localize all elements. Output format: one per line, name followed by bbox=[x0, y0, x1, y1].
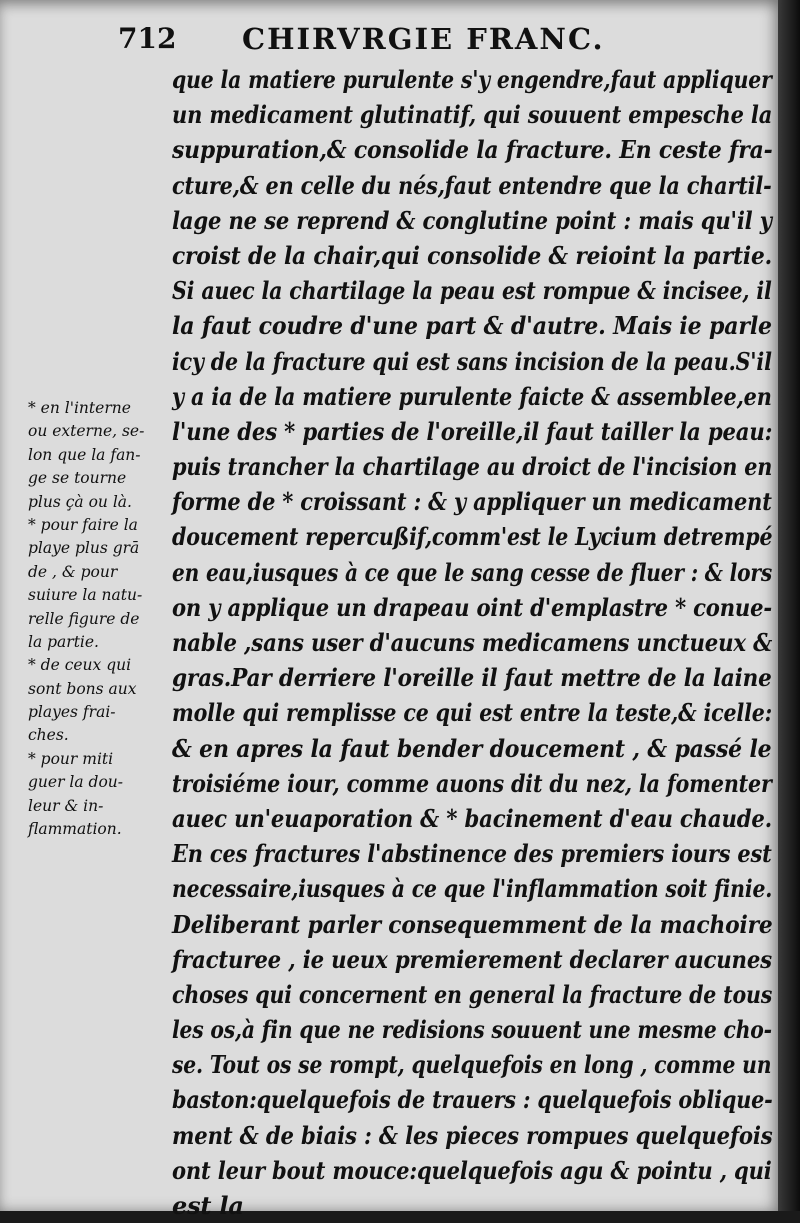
text-line: auec un'euaporation & * bacinement d'eau chaude. bbox=[172, 803, 772, 833]
text-line: doucement repercußif,comm'est le Lycium detrempé bbox=[172, 522, 773, 552]
margin-note-line: suiure la natu- bbox=[28, 586, 143, 605]
text-line: y a ia de la matiere purulente faicte & assemblee,en bbox=[172, 381, 772, 411]
text-line: choses qui concernent en general la fracture de tous bbox=[172, 979, 773, 1009]
text-line: ment & de biais : & les pieces rompues quelquefois bbox=[172, 1120, 773, 1150]
margin-note-line: lon que la fan- bbox=[28, 445, 141, 464]
text-line: & en apres la faut bender doucement , & passé le bbox=[172, 733, 772, 763]
text-line: puis trancher la chartilage au droict de l'incision en bbox=[172, 452, 773, 482]
text-line: cture,& en celle du nés,faut entendre que la chartil- bbox=[172, 170, 772, 200]
margin-note-line: la partie. bbox=[28, 632, 99, 651]
text-line: est la bbox=[172, 1191, 244, 1220]
text-line: icy de la fracture qui est sans incision de la peau.S'il bbox=[172, 346, 772, 376]
margin-note-line: leur & in- bbox=[28, 796, 104, 815]
text-line: baston:quelquefois de trauers : quelquefois oblique- bbox=[172, 1085, 773, 1115]
text-line: troisiéme iour, comme auons dit du nez, la fomenter bbox=[172, 768, 772, 798]
margin-note-line: * pour miti bbox=[28, 749, 114, 768]
text-line: nable ,sans user d'aucuns medicamens unctueux & bbox=[172, 628, 773, 657]
text-line: ont leur bout mouce:quelquefois agu & pointu , qui bbox=[172, 1155, 772, 1185]
text-line: Deliberant parler consequemment de la machoire bbox=[172, 909, 773, 939]
text-line: se. Tout os se rompt, quelquefois en long , comme un bbox=[172, 1050, 772, 1080]
margin-note-line: * en l'interne bbox=[28, 399, 131, 417]
text-line: gras.Par derriere l'oreille il faut mettre de la laine bbox=[172, 663, 772, 693]
margin-note-line: flammation. bbox=[28, 820, 122, 839]
text-line: lage ne se reprend & conglutine point : mais qu'il y bbox=[172, 205, 772, 235]
text-line: En ces fractures l'abstinence des premiers iours est bbox=[172, 839, 772, 869]
margin-note-line: guer la dou- bbox=[28, 773, 124, 792]
margin-note-line: ches. bbox=[28, 726, 69, 745]
text-line: molle qui remplisse ce qui est entre la teste,& icelle: bbox=[172, 698, 773, 728]
text-line: necessaire,iusques à ce que l'inflammation soit finie. bbox=[172, 874, 773, 904]
text-line: les os,à fin que ne redisions souuent une mesme cho- bbox=[172, 1015, 772, 1045]
text-line: Si auec la chartilage la peau est rompue & incisee, il bbox=[172, 276, 772, 306]
running-title: CHIRVRGIE FRANC. bbox=[242, 22, 605, 56]
text-line: fracturee , ie ueux premierement declarer aucunes bbox=[172, 944, 772, 974]
text-line: suppuration,& consolide la fracture. En ceste fra- bbox=[172, 135, 773, 165]
text-line: forme de * croissant : & y appliquer un medicament bbox=[172, 487, 772, 517]
margin-notes bbox=[28, 397, 178, 841]
margin-note-line: plus çà ou là. bbox=[28, 492, 132, 511]
text-line: que la matiere purulente s'y engendre,faut appliquer bbox=[172, 65, 772, 94]
margin-note-line: relle figure de bbox=[28, 609, 140, 628]
text-line: croist de la chair,qui consolide & reioint la partie. bbox=[172, 240, 773, 270]
margin-note-line: sont bons aux bbox=[28, 679, 137, 698]
margin-note-line: de , & pour bbox=[28, 562, 118, 581]
text-line: un medicament glutinatif, qui souuent empesche la bbox=[172, 100, 773, 130]
margin-note-line: * de ceux qui bbox=[28, 656, 132, 675]
text-line: on y applique un drapeau oint d'emplastre * conue- bbox=[172, 592, 772, 622]
margin-note-line: playes frai- bbox=[28, 703, 116, 722]
margin-note-line: * pour faire la bbox=[28, 515, 138, 534]
page-number: 712 bbox=[118, 22, 177, 55]
main-text bbox=[172, 62, 772, 1223]
text-line: l'une des * parties de l'oreille,il faut tailler la peau: bbox=[172, 416, 773, 446]
margin-note-line: playe plus grā bbox=[28, 539, 140, 558]
margin-note-line: ge se tourne bbox=[28, 469, 127, 488]
margin-note-line: ou externe, se- bbox=[28, 422, 145, 441]
text-line: la faut coudre d'une part & d'autre. Mais ie parle bbox=[172, 311, 772, 341]
text-line: en eau,iusques à ce que le sang cesse de fluer : & lors bbox=[172, 557, 773, 587]
book-spine-shadow bbox=[778, 0, 800, 1211]
running-head bbox=[118, 18, 658, 58]
